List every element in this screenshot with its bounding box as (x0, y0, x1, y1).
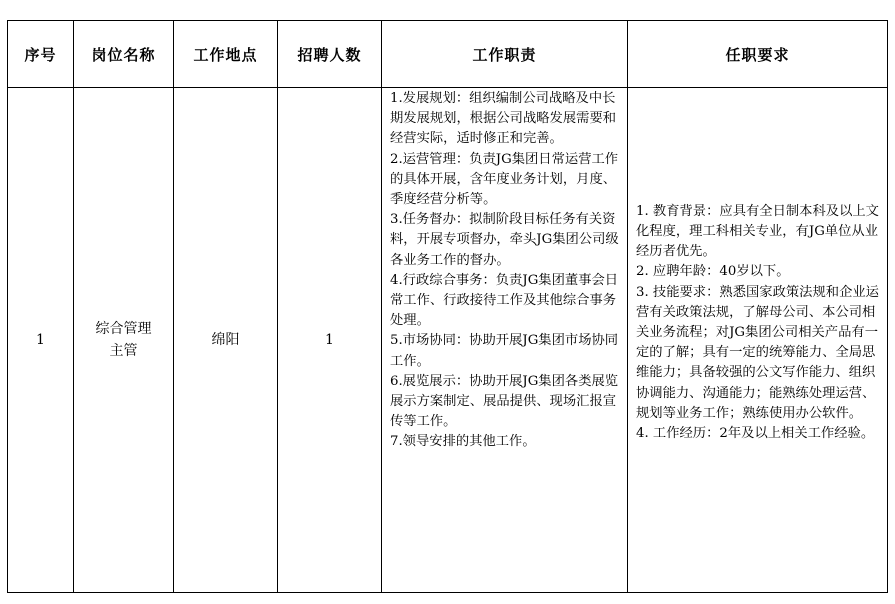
position-text: 综合管理主管 (95, 321, 152, 359)
requirement-item: 2. 应聘年龄：40岁以下。 (636, 264, 790, 280)
duty-item: 7.领导安排的其他工作。 (390, 434, 536, 450)
header-row (8, 21, 888, 88)
duty-item: 4.行政综合事务：负责JG集团董事会日常工作、行政接待工作及其他综合事务处理。 (390, 272, 619, 329)
header-count: 招聘人数 (278, 21, 382, 88)
header-duties: 工作职责 (382, 21, 628, 88)
header-index: 序号 (8, 21, 74, 88)
header-location: 工作地点 (174, 21, 278, 88)
recruitment-table (7, 20, 888, 593)
requirement-item: 4. 工作经历：2年及以上相关工作经验。 (636, 426, 875, 442)
cell-location: 绵阳 (174, 88, 278, 593)
duty-item: 1.发展规划：组织编制公司战略及中长期发展规划，根据公司战略发展需要和经营实际，适时修正和完善。 (390, 91, 617, 147)
cell-position (74, 88, 174, 593)
duty-item: 6.展览展示：协助开展JG集团各类展览展示方案制定、展品提供、现场汇报宣传等工作。 (390, 373, 619, 430)
cell-index: 1 (8, 88, 74, 593)
cell-duties (382, 88, 628, 593)
requirement-item: 3. 技能要求：熟悉国家政策法规和企业运营有关政策法规，了解母公司、本公司相关业务流程；对JG集团公司相关产品有一定的了解；具有一定的统筹能力、全局思维能力；具备较强的公文写作能力、组织协调能力、沟通能力；能熟练处理运营、规划等业务工作；熟练使用办公软件。 (636, 284, 879, 421)
requirement-item: 1. 教育背景：应具有全日制本科及以上文化程度，理工科相关专业，有JG单位从业经历者优先。 (636, 203, 879, 260)
header-requirements: 任职要求 (628, 21, 888, 88)
duty-item: 2.运营管理：负责JG集团日常运营工作的具体开展，含年度业务计划，月度、季度经营分析等。 (390, 151, 619, 208)
cell-requirements (628, 88, 888, 593)
duty-item: 3.任务督办：拟制阶段目标任务有关资料，开展专项督办，牵头JG集团公司级各业务工作的督办。 (390, 212, 619, 268)
header-position: 岗位名称 (74, 21, 174, 88)
duty-item: 5.市场协同：协助开展JG集团市场协同工作。 (390, 333, 619, 369)
table-row (8, 88, 888, 593)
cell-count: 1 (278, 88, 382, 593)
